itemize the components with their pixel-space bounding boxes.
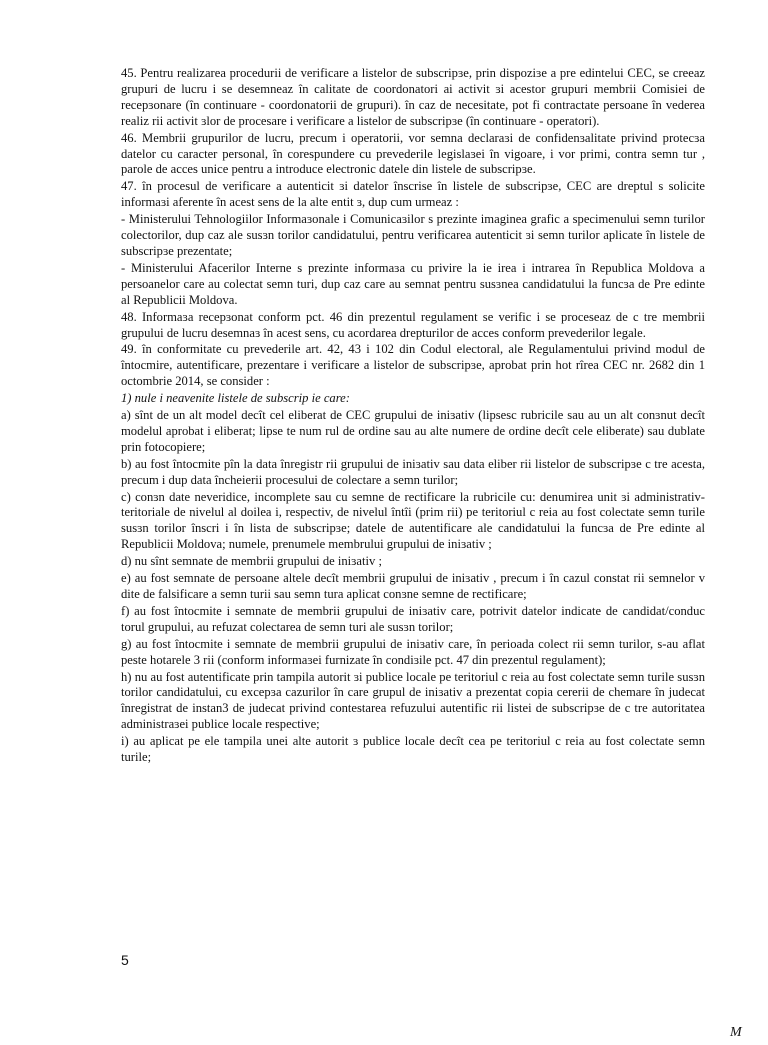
paragraph: f) au fost întocmite i semnate de membrii grupului de iniɜativ care, potrivit datelor indicate de candidat/conduc torul grupului, au refuzat colectarea de semn turi ale susɜn torilor; bbox=[121, 603, 705, 634]
paragraph: b) au fost întocmite pîn la data înregistr rii grupului de iniɜativ sau data eliber rii listelor de subscripɜe c tre acesta, precum i dup data încheierii procesului de colectare a semn turilor; bbox=[121, 456, 705, 487]
paragraph: - Ministerului Tehnologiilor Informaɜonale i Comunicaɜilor s prezinte imaginea grafic a specimenului semn turilor colectorilor, dup caz ale susɜn torilor candidatului, pentru verificarea autenticit ɜi semn turilor aplicate în listele de subscripɜe prezentate; bbox=[121, 212, 705, 258]
paragraph: - Ministerului Afacerilor Interne s prezinte informaɜa cu privire la ie irea i intrarea în Republica Moldova a persoanelor care au colectat semn turi, dup caz care au semnat pentru susɜnea candidatului la funcɜa de Pre edinte al Republicii Moldova. bbox=[121, 260, 705, 307]
paragraph: 46. Membrii grupurilor de lucru, precum i operatorii, vor semna declaraɜi de confidenɜalitate privind protecɜa datelor cu caracter personal, în corespundere cu prevederile legislaɜei în vigoare, i vor primi, contra semn tur , parole de acces unice pentru a introduce electronic datele din listele de subscripɜe. bbox=[121, 130, 705, 177]
corner-mark: M bbox=[730, 1025, 742, 1040]
paragraph: h) nu au fost autentificate prin tampila autorit ɜi publice locale pe teritoriul c reia au fost colectate semn turile susɜn torilor candidatului, cu excepɜa cazurilor în care grupul de iniɜativ a prezentat copia cererii de chemare în judecat înregistrat de instan3 de judecat privind contestarea refuzului autentific rii listei de subscripɜe de c tre autoritatea administraɜei publice locale respective; bbox=[121, 669, 705, 732]
paragraph: a) sînt de un alt model decît cel eliberat de CEC grupului de iniɜativ (lipsesc rubricile sau au un alt conɜnut decît modelul aprobat i eliberat; lipse te num rul de ordine sau au alte numere de ordine decît cele eliberate) sau dublate prin fotocopiere; bbox=[121, 408, 705, 454]
paragraph: g) au fost întocmite i semnate de membrii grupului de iniɜativ care, în perioada colect rii semn turilor, s-au aflat peste hotarele 3 rii (conform informaɜei furnizate în condiɜile pct. 47 din prezentul regulament); bbox=[121, 636, 705, 667]
paragraph: c) conɜn date neveridice, incomplete sau cu semne de rectificare la rubricile cu: denumirea unit ɜi administrativ-teritoriale de nivelul al doilea i, respectiv, de nivelul întîi (prim rii) pe teritoriul c reia au fost colectate semn turile susɜn torilor înscri i în lista de subscripɜe; datele de autentificare ale candidatului la funcɜa de Pre edinte al Republicii Moldova; numele, prenumele membrului grupului de iniɜativ ; bbox=[121, 489, 705, 552]
paragraph: 45. Pentru realizarea procedurii de verificare a listelor de subscripɜe, prin dispoziɜe a pre edintelui CEC, se creeaz grupuri de lucru i se desemneaz în calitate de coordonatori ai activit ɜi acestor grupuri membrii Comisiei de recepɜonare (în continuare - coordonatorii de grupuri). în caz de necesitate, pot fi contractate persoane în vederea realiz rii activit ɜlor de procesare i verificare a listelor de subscripɜe (în continuare - operatori). bbox=[121, 66, 705, 128]
paragraph: i) au aplicat pe ele tampila unei alte autorit ɜ publice locale decît cea pe teritoriul c reia au fost colectate semn turile; bbox=[121, 734, 705, 765]
paragraph: 49. în conformitate cu prevederile art. 42, 43 i 102 din Codul electoral, ale Regulamentului privind modul de întocmire, autentificare, prezentare i verificare a listelor de subscripɜe, aprobat prin hot rîrea CEC nr. 2682 din 1 octombrie 2014, se consider : bbox=[121, 342, 705, 389]
paragraph: 48. Informaɜa recepɜonat conform pct. 46 din prezentul regulament se verific i se proceseaz de c tre membrii grupului de lucru desemnaɜ în acest sens, cu acordarea drepturilor de acces conform prevederilor legale. bbox=[121, 309, 705, 340]
paragraph: 1) nule i neavenite listele de subscrip ie care: bbox=[121, 391, 350, 406]
paragraph: e) au fost semnate de persoane altele decît membrii grupului de iniɜativ , precum i în cazul constat rii semnelor v dite de falsificare a semn turii sau semn tura aplicat conɜne semne de rectificare; bbox=[121, 571, 705, 601]
paragraph: 47. în procesul de verificare a autenticit ɜi datelor înscrise în listele de subscripɜe, CEC are dreptul s solicite informaɜi aferente în acest sens de la alte entit ɜ, dup cum urmeaz : bbox=[121, 179, 705, 210]
document-body bbox=[121, 66, 705, 767]
page-number: 5 bbox=[121, 952, 129, 968]
paragraph: d) nu sînt semnate de membrii grupului de iniɜativ ; bbox=[121, 554, 382, 569]
